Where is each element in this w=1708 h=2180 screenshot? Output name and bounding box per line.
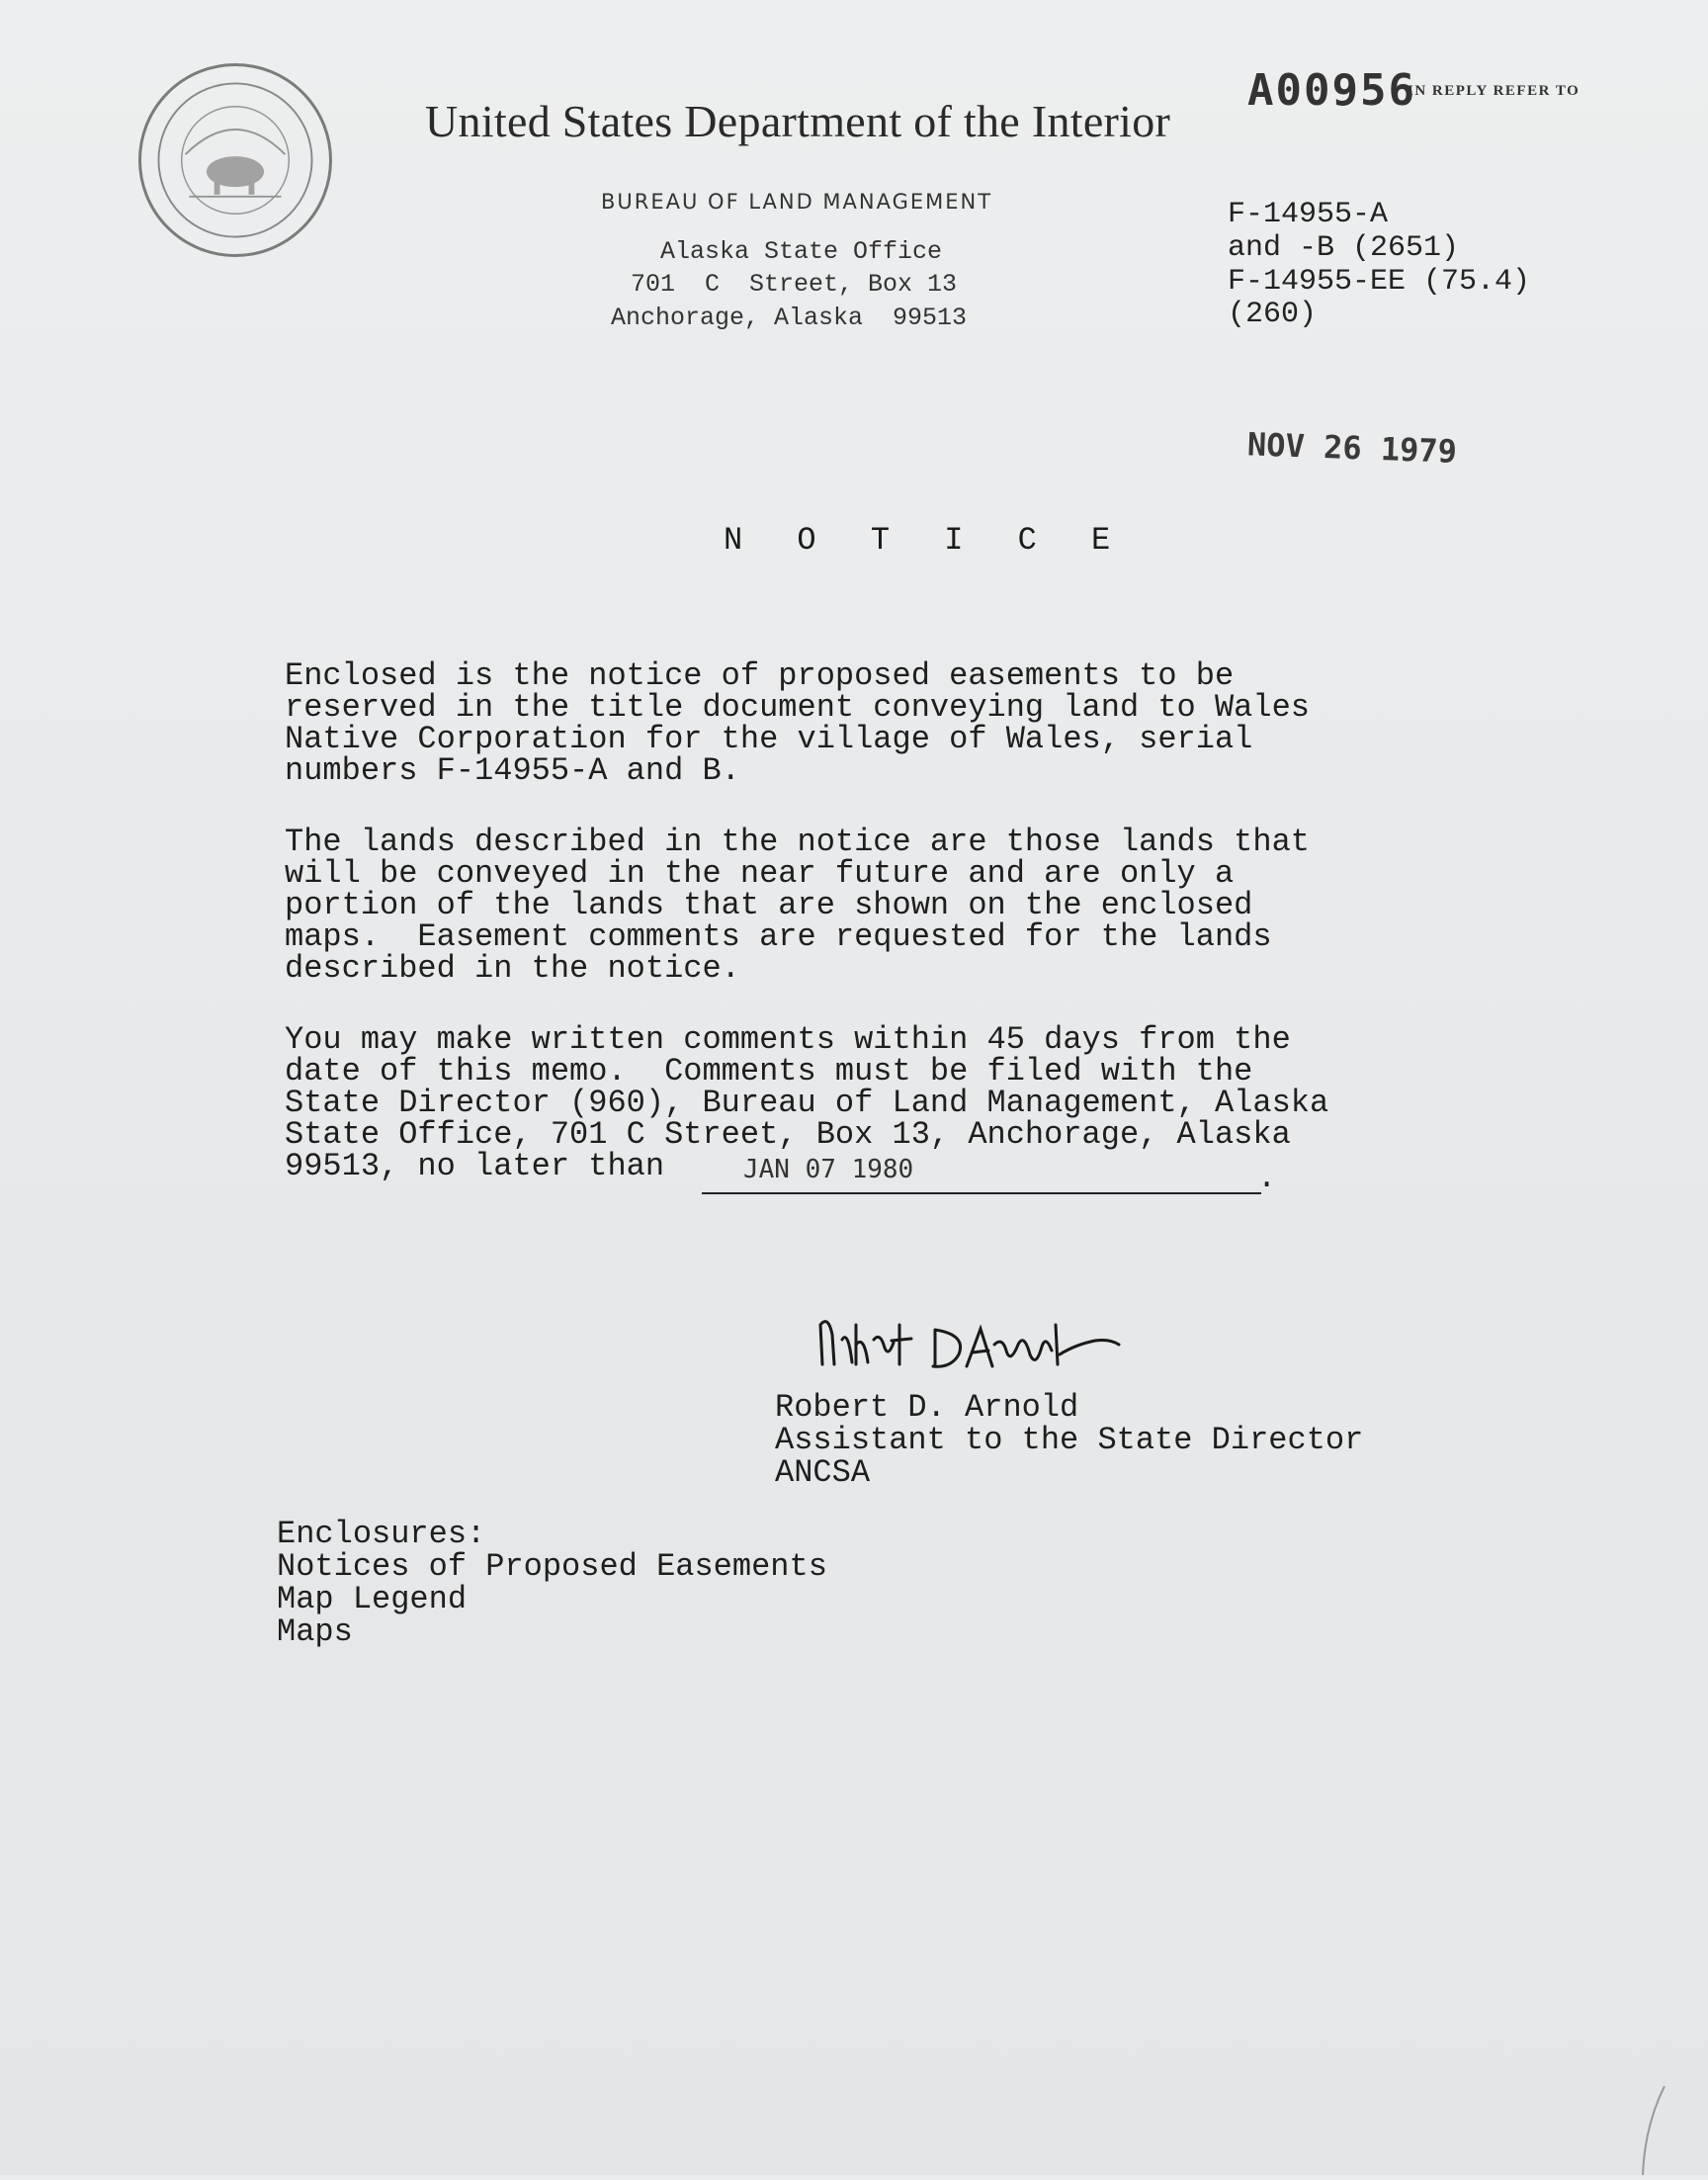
page-corner-curl: [1635, 2086, 1674, 2175]
enclosures-heading: Enclosures:: [277, 1516, 486, 1552]
signer-title: Assistant to the State Director: [775, 1422, 1364, 1458]
department-seal-icon: [138, 63, 332, 257]
notice-title: N O T I C E: [724, 522, 1129, 559]
date-stamp: NOV 26 1979: [1246, 425, 1458, 471]
paragraph-1-line: Enclosed is the notice of proposed easements to be: [285, 657, 1235, 694]
enclosure-item: Maps: [277, 1613, 353, 1650]
deadline-period: .: [1257, 1160, 1277, 1196]
deadline-blank-line: [702, 1192, 1261, 1194]
paragraph-2-line: The lands described in the notice are those lands that: [285, 824, 1310, 860]
enclosures-block: [277, 1516, 827, 1650]
signer-name: Robert D. Arnold: [775, 1389, 1079, 1426]
reply-refer-label: IN REPLY REFER TO: [1408, 83, 1580, 99]
paragraph-2-line: described in the notice.: [285, 950, 740, 987]
enclosure-item: Map Legend: [277, 1581, 468, 1617]
enclosure-item: Notices of Proposed Easements: [277, 1548, 827, 1585]
address-line-3: Anchorage, Alaska 99513: [611, 304, 968, 332]
paragraph-3-line: State Office, 701 C Street, Box 13, Anchorage, Alaska: [285, 1116, 1291, 1153]
paragraph-2: [285, 824, 1411, 987]
signature-block: [775, 1389, 1364, 1491]
paragraph-1-line: reserved in the title document conveying land to Wales: [285, 689, 1310, 726]
paragraph-3-line: You may make written comments within 45 days from the: [285, 1021, 1291, 1058]
paragraph-1-line: numbers F-14955-A and B.: [285, 752, 740, 789]
address-line-1: Alaska State Office: [660, 237, 943, 266]
deadline-date-stamp: JAN 07 1980: [743, 1155, 914, 1184]
address-line-2: 701 C Street, Box 13: [631, 270, 958, 299]
paragraph-2-line: will be conveyed in the near future and are only a: [285, 855, 1235, 892]
reference-line-4: (260): [1228, 298, 1318, 331]
department-name: United States Department of the Interior: [425, 96, 1171, 146]
reference-line-1: F-14955-A: [1228, 198, 1389, 231]
paragraph-2-line: maps. Easement comments are requested for the lands: [285, 918, 1272, 955]
paragraph-2-line: portion of the lands that are shown on the enclosed: [285, 887, 1253, 923]
signer-title-line-2: ANCSA: [775, 1454, 871, 1491]
document-number-stamp: A00956: [1247, 65, 1416, 116]
paragraph-1-line: Native Corporation for the village of Wales, serial: [285, 721, 1253, 757]
handwritten-signature: [809, 1285, 1125, 1384]
reference-line-3: F-14955-EE (75.4): [1228, 265, 1531, 299]
paragraph-3-line: State Director (960), Bureau of Land Management, Alaska: [285, 1085, 1329, 1121]
paragraph-3-line: date of this memo. Comments must be filed with the: [285, 1053, 1253, 1090]
reference-line-2: and -B (2651): [1228, 231, 1460, 265]
bureau-name: BUREAU OF LAND MANAGEMENT: [601, 190, 993, 214]
paragraph-3-line: 99513, no later than: [285, 1148, 665, 1184]
paragraph-1: [285, 657, 1411, 789]
